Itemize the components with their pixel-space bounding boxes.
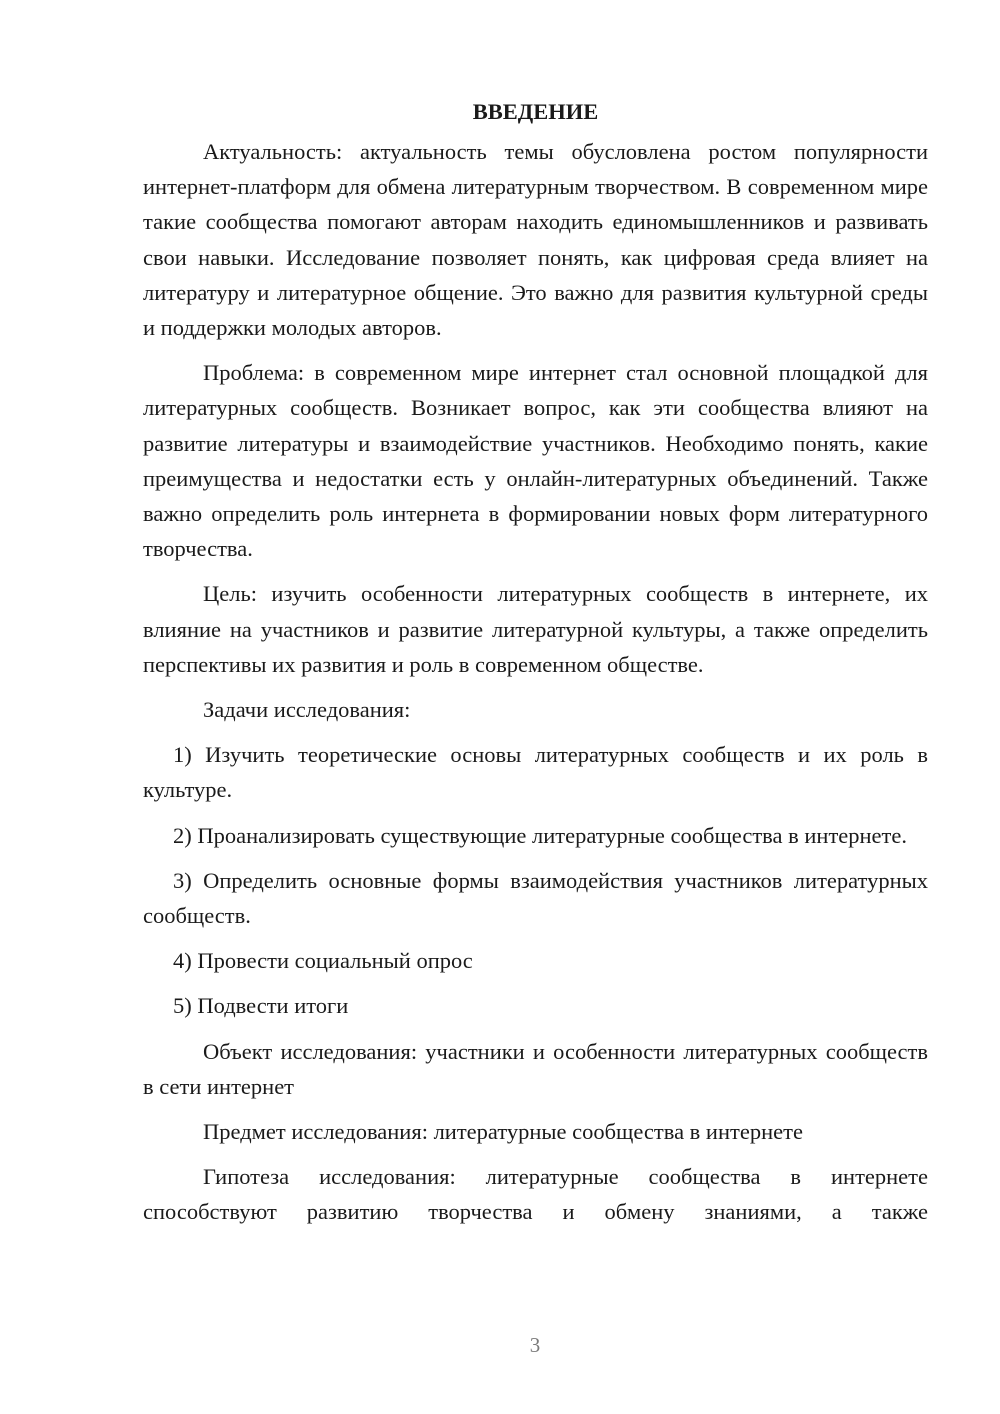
task-item-5: 5) Подвести итоги bbox=[173, 993, 349, 1019]
hypothesis-paragraph: Гипотеза исследования: литературные сообщества в интернете способствуют развитию творчества и обмену знаниями, а также bbox=[143, 1164, 928, 1225]
task-item-3: 3) Определить основные формы взаимодействия участников литературных сообществ. bbox=[143, 867, 928, 929]
problem-paragraph: Проблема: в современном мире интернет стал основной площадкой для литературных сообществ. Возникает вопрос, как эти сообщества влияют на развитие литературы и взаимодействие участников. Необходимо понять, какие преимущества и недостатки есть у онлайн-литературных объединений. Также важно определить роль интернета в формировании новых форм литературного творчества. bbox=[143, 360, 928, 562]
relevance-paragraph: Актуальность: актуальность темы обусловлена ростом популярности интернет-платформ для обмена литературным творчеством. В современном мире такие сообщества помогают авторам находить единомышленников и развивать свои навыки. Исследование позволяет понять, как цифровая среда влияет на литературу и литературное общение. Это важно для развития культурной среды и поддержки молодых авторов. bbox=[143, 139, 928, 341]
page-number: 3 bbox=[529, 1333, 541, 1357]
section-heading: ВВЕДЕНИЕ bbox=[472, 99, 599, 124]
subject-paragraph: Предмет исследования: литературные сообщества в интернете bbox=[203, 1119, 803, 1145]
task-item-1: 1) Изучить теоретические основы литературных сообществ и их роль в культуре. bbox=[143, 742, 928, 803]
object-paragraph: Объект исследования: участники и особенности литературных сообществ в сети интернет bbox=[143, 1038, 928, 1099]
tasks-heading: Задачи исследования: bbox=[203, 697, 411, 723]
task-item-4: 4) Провести социальный опрос bbox=[173, 948, 473, 974]
document-page bbox=[143, 94, 928, 1240]
goal-paragraph: Цель: изучить особенности литературных сообществ в интернете, их влияние на участников и развитие литературной культуры, а также определить перспективы их развития и роль в современном обществе. bbox=[143, 581, 928, 677]
task-item-2: 2) Проанализировать существующие литературные сообщества в интернете. bbox=[173, 822, 907, 848]
